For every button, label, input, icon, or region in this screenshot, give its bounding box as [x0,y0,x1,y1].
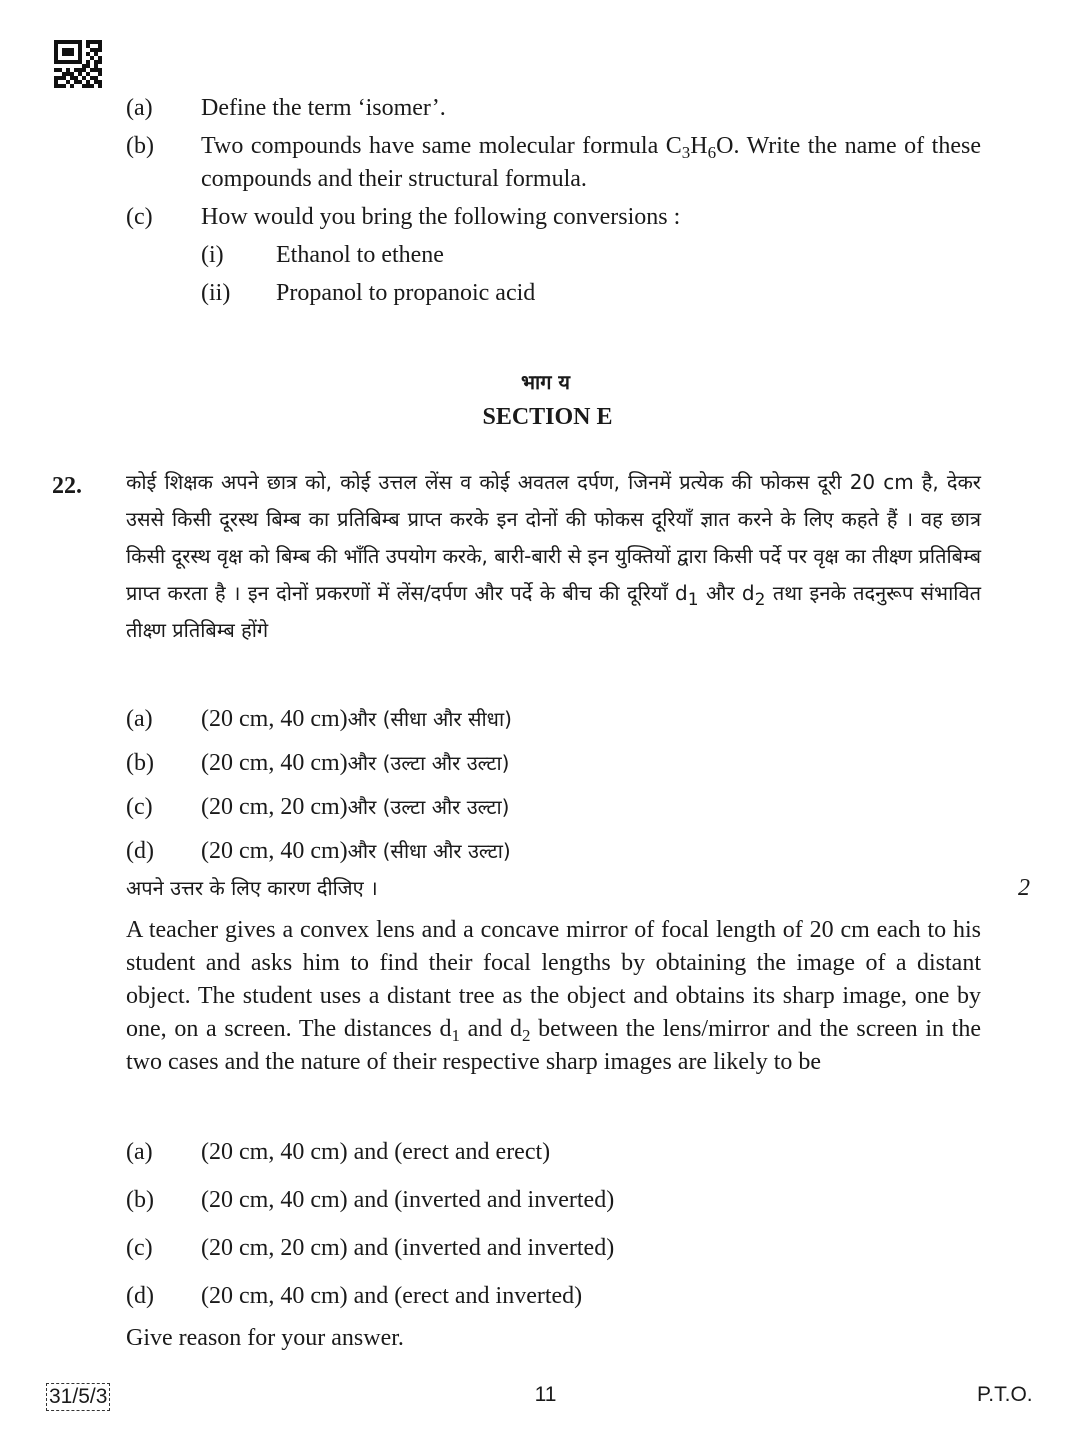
text-segment: Two compounds have same molecular formula C [201,133,682,159]
part-c-i [201,239,981,272]
question-text-hindi [126,464,981,649]
option-distance: (20 cm, 40 cm) [201,749,348,776]
section-heading-hindi: भाग य [520,370,571,394]
part-c-ii [201,277,981,310]
option-english [126,1176,981,1224]
option-label: (c) [126,1234,153,1261]
text-segment: between the lens/mirror and the screen in the two cases and the nature of their respective sharp images are likely to be [126,1016,981,1075]
subscript: 6 [707,143,717,162]
option-hindi [126,741,981,785]
text-segment: O. Write the name of these compounds and their structural formula. [201,133,981,192]
options-english [126,1128,981,1320]
text-segment: A teacher gives a convex lens and a concave mirror of focal length of 20 cm each to his student and asks him to find their focal lengths by obtaining the image of a distant object. The student uses a distant tree as the object and obtains its sharp image, one by one, on a screen. The distances d [126,917,981,1042]
part-a [126,92,981,125]
option-distance: (20 cm, 20 cm) [201,793,348,820]
option-label: (c) [126,793,153,820]
reason-prompt-hindi: अपने उत्तर के लिए कारण दीजिए । [126,876,378,900]
option-hindi [126,785,981,829]
subscript: 1 [451,1026,460,1045]
sub-part-text: Propanol to propanoic acid [276,280,536,306]
text-segment: H [690,133,708,159]
option-text: और (उल्टा और उल्टा) [347,750,510,775]
reason-prompt-english: Give reason for your answer. [126,1325,404,1351]
text-segment: कोई शिक्षक अपने छात्र को, कोई उत्तल लेंस व कोई अवतल दर्पण, जिनमें प्रत्येक की फोकस दूरी 20 cm है, देकर उससे किसी दूरस्थ बिम्ब का प्रतिबिम्ब प्राप्त करके इन दोनों की फोकस दूरियाँ ज्ञात करने के लिए कहते हैं । वह छात्र किसी दूरस्थ वृक्ष को बिम्ब की भाँति उपयोग करके, बारी-बारी से इन युक्तियों द्वारा किसी पर्दे पर वृक्ष का तीक्ष्ण प्रतिबिम्ब प्राप्त करता है । इन दोनों प्रकरणों में लेंस/दर्पण और पर्दे के बीच की दूरियाँ d [126,470,981,605]
sub-part-label: (i) [201,242,224,268]
option-hindi [126,829,981,873]
subscript: 3 [681,143,691,162]
page-number: 11 [534,1383,557,1406]
part-label: (b) [126,133,154,159]
sub-part-text: Ethanol to ethene [276,242,444,268]
option-hindi [126,697,981,741]
option-text: (20 cm, 20 cm) and (inverted and inverted) [201,1234,615,1261]
option-label: (b) [126,1186,154,1213]
part-c [126,201,981,234]
question-21-block [126,92,981,315]
marks: 2 [1018,875,1030,901]
option-english [126,1272,981,1320]
paper-code: 31/5/3 [46,1383,110,1411]
part-b [126,130,981,196]
text-segment: and d [459,1016,522,1042]
subscript: 2 [521,1026,531,1045]
question-number: 22. [52,473,82,499]
part-label: (c) [126,204,153,230]
option-english [126,1224,981,1272]
option-text: और (सीधा और उल्टा) [347,838,511,863]
options-hindi [126,697,981,873]
option-label: (a) [126,1138,153,1165]
option-text: और (सीधा और सीधा) [347,706,512,731]
option-text: और (उल्टा और उल्टा) [347,794,510,819]
subscript: 2 [754,590,766,610]
option-text: (20 cm, 40 cm) and (erect and inverted) [201,1282,583,1309]
part-label: (a) [126,95,153,121]
option-label: (d) [126,837,154,864]
text-segment: और d [698,581,755,605]
part-text: Define the term ‘isomer’. [201,95,446,121]
subscript: 1 [687,590,699,610]
page-turn-over: P.T.O. [977,1383,1033,1406]
question-text-english [126,914,981,1079]
option-distance: (20 cm, 40 cm) [201,837,348,864]
section-heading-english: SECTION E [482,404,613,430]
option-distance: (20 cm, 40 cm) [201,705,348,732]
option-english [126,1128,981,1176]
option-label: (d) [126,1282,154,1309]
part-text [201,130,981,196]
text-segment: तथा इनके तदनुरूप संभावित तीक्ष्ण प्रतिबिम्ब होंगे [126,581,981,642]
option-label: (b) [126,749,154,776]
option-text: (20 cm, 40 cm) and (inverted and inverted) [201,1186,615,1213]
part-text: How would you bring the following conversions : [201,204,681,230]
option-text: (20 cm, 40 cm) and (erect and erect) [201,1138,551,1165]
option-label: (a) [126,705,153,732]
qr-code-icon [54,40,102,88]
sub-part-label: (ii) [201,280,231,306]
